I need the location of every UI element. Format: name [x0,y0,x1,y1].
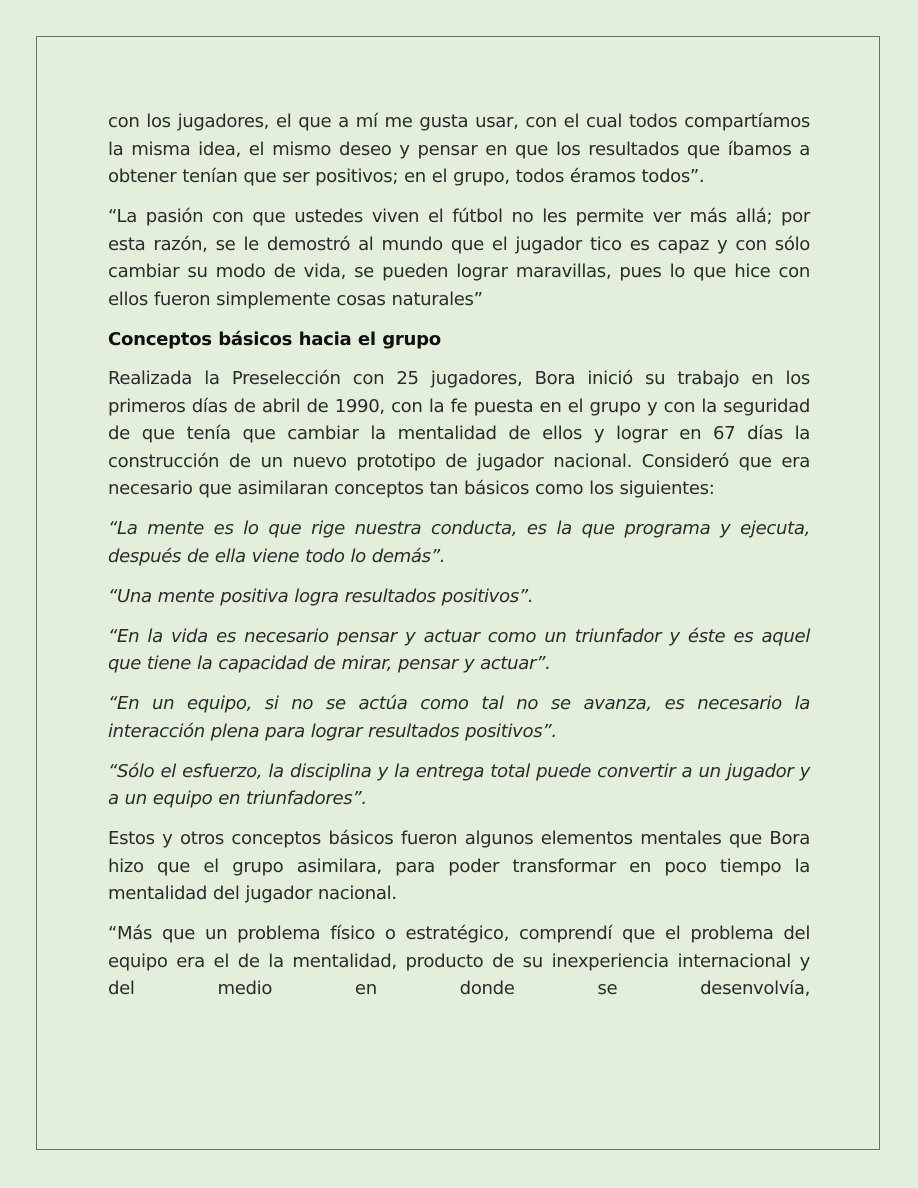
paragraph-mentality-problem: “Más que un problema físico o estratégico, comprendí que el problema del equipo era el de la mentalidad, producto de su inexperiencia internacional y del medio en donde se desenvolvía, [108,923,810,999]
section-heading: Conceptos básicos hacia el grupo [108,328,441,350]
document-body [108,108,810,1015]
paragraph-continuation: con los jugadores, el que a mí me gusta usar, con el cual todos compartíamos la misma idea, el mismo deseo y pensar en que los resultados que íbamos a obtener tenían que ser positivos; en el grupo, todos éramos todos”. [108,111,810,187]
paragraph-quote-passion: “La pasión con que ustedes viven el fútbol no les permite ver más allá; por esta razón, se le demostró al mundo que el jugador tico es capaz y con sólo cambiar su modo de vida, se pueden lograr maravillas, pues lo que hice con ellos fueron simplemente cosas naturales” [108,206,810,310]
quote-mind-conduct: “La mente es lo que rige nuestra conducta, es la que programa y ejecuta, después de ella viene todo lo demás”. [108,518,810,567]
quote-team: “En un equipo, si no se actúa como tal no se avanza, es necesario la interacción plena para lograr resultados positivos”. [108,693,810,742]
quote-winner: “En la vida es necesario pensar y actuar como un triunfador y éste es aquel que tiene la capacidad de mirar, pensar y actuar”. [108,625,810,674]
paragraph-preselection: Realizada la Preselección con 25 jugadores, Bora inició su trabajo en los primeros días de abril de 1990, con la fe puesta en el grupo y con la seguridad de que tenía que cambiar la mentalidad de ellos y lograr en 67 días la construcción de un nuevo prototipo de jugador nacional. Consideró que era necesario que asimilaran conceptos tan básicos como los siguientes: [108,368,810,499]
quote-effort: “Sólo el esfuerzo, la disciplina y la entrega total puede convertir a un jugador y a un equipo en triunfadores”. [108,760,810,809]
paragraph-concepts-summary: Estos y otros conceptos básicos fueron algunos elementos mentales que Bora hizo que el grupo asimilara, para poder transformar en poco tiempo la mentalidad del jugador nacional. [108,828,810,904]
quote-positive-mind: “Una mente positiva logra resultados positivos”. [108,585,534,607]
